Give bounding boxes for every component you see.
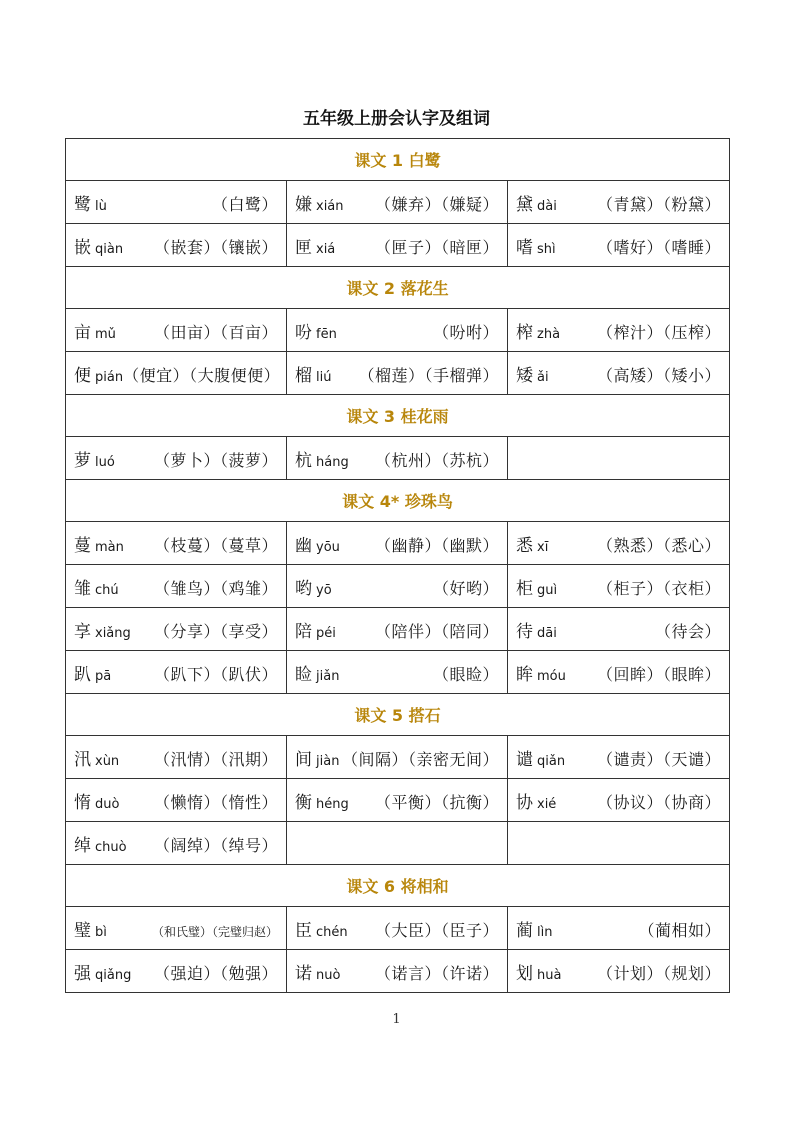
pinyin: huà bbox=[537, 967, 562, 983]
word-examples: （阔绰）（绰号） bbox=[153, 835, 278, 855]
pinyin: ǎi bbox=[537, 369, 549, 385]
word-entry bbox=[74, 916, 278, 941]
table-row bbox=[66, 437, 730, 480]
word-entry bbox=[295, 446, 499, 471]
word-entry-cell bbox=[508, 736, 730, 779]
lesson-header-row bbox=[66, 865, 730, 907]
word-entry bbox=[516, 617, 721, 642]
word-entry-cell bbox=[66, 437, 287, 480]
pinyin: shì bbox=[537, 241, 556, 257]
word-entry-cell bbox=[508, 565, 730, 608]
word-entry bbox=[295, 959, 499, 984]
table-row bbox=[66, 950, 730, 993]
word-entry-cell bbox=[66, 651, 287, 694]
table-row bbox=[66, 181, 730, 224]
word-entry bbox=[295, 745, 499, 770]
table-row bbox=[66, 565, 730, 608]
word-entry bbox=[295, 788, 499, 813]
word-examples: （榴莲）（手榴弹） bbox=[358, 365, 499, 385]
word-examples: （青黛）（粉黛） bbox=[597, 194, 722, 214]
pinyin: yōu bbox=[316, 539, 340, 555]
pinyin: lìn bbox=[537, 924, 553, 940]
word-entry-cell bbox=[287, 907, 508, 950]
character: 亩 bbox=[74, 322, 91, 343]
word-examples: （谴责）（天谴） bbox=[597, 749, 722, 769]
pinyin: qiǎng bbox=[95, 967, 132, 983]
pinyin: chuò bbox=[95, 839, 127, 855]
word-entry bbox=[74, 446, 278, 471]
character-group bbox=[74, 916, 107, 941]
table-row bbox=[66, 352, 730, 395]
character: 衡 bbox=[295, 792, 312, 813]
lesson-header-row bbox=[66, 395, 730, 437]
pinyin: chú bbox=[95, 582, 119, 598]
character-group bbox=[516, 617, 557, 642]
table-row bbox=[66, 651, 730, 694]
table-row bbox=[66, 907, 730, 950]
word-entry-cell bbox=[66, 907, 287, 950]
word-examples: （蔺相如） bbox=[638, 920, 722, 940]
word-examples: （枝蔓）（蔓草） bbox=[153, 535, 278, 555]
empty-cell bbox=[508, 437, 730, 480]
pinyin: màn bbox=[95, 539, 124, 555]
lesson-heading: 课文 3 桂花雨 bbox=[66, 395, 730, 437]
word-examples: （协议）（协商） bbox=[597, 792, 722, 812]
character-group bbox=[74, 617, 131, 642]
word-entry-cell bbox=[287, 736, 508, 779]
word-entry-cell bbox=[287, 309, 508, 352]
page-title: 五年级上册会认字及组词 bbox=[303, 109, 490, 129]
pinyin: duò bbox=[95, 796, 120, 812]
word-examples: （眼睑） bbox=[432, 664, 499, 684]
character-group bbox=[74, 446, 115, 471]
pinyin: fēn bbox=[316, 326, 337, 342]
character: 矮 bbox=[516, 365, 533, 386]
empty-cell bbox=[287, 822, 508, 865]
table-row bbox=[66, 608, 730, 651]
character: 嗜 bbox=[516, 237, 533, 258]
pinyin: qiàn bbox=[95, 241, 124, 257]
character-group bbox=[295, 190, 344, 215]
pinyin: zhà bbox=[537, 326, 561, 342]
character-group bbox=[74, 831, 127, 856]
character: 榴 bbox=[295, 365, 312, 386]
word-entry-cell bbox=[287, 437, 508, 480]
pinyin: pián bbox=[95, 369, 124, 385]
word-examples: （榨汁）（压榨） bbox=[597, 322, 722, 342]
pinyin: pā bbox=[95, 668, 112, 684]
character-group bbox=[516, 190, 557, 215]
character-group bbox=[516, 745, 565, 770]
lesson-heading: 课文 6 将相和 bbox=[66, 865, 730, 907]
pinyin: yō bbox=[316, 582, 332, 598]
word-entry-cell bbox=[508, 224, 730, 267]
character: 璧 bbox=[74, 920, 91, 941]
word-examples: （和氏璧）（完璧归赵） bbox=[151, 924, 278, 939]
character: 眸 bbox=[516, 664, 533, 685]
word-entry-cell bbox=[508, 352, 730, 395]
word-examples: （白鹭） bbox=[211, 194, 278, 214]
character-group bbox=[516, 916, 552, 941]
character: 诺 bbox=[295, 963, 312, 984]
character: 臣 bbox=[295, 920, 312, 941]
character-group bbox=[516, 531, 548, 556]
character: 便 bbox=[74, 365, 91, 386]
pinyin: xiǎng bbox=[95, 625, 131, 641]
word-entry bbox=[516, 531, 721, 556]
character: 汛 bbox=[74, 749, 91, 770]
word-entry-cell bbox=[66, 736, 287, 779]
word-entry bbox=[516, 916, 721, 941]
character: 鹭 bbox=[74, 194, 91, 215]
word-entry-cell bbox=[66, 565, 287, 608]
pinyin: dài bbox=[537, 198, 557, 214]
pinyin: héng bbox=[316, 796, 349, 812]
table-row bbox=[66, 822, 730, 865]
word-examples: （柜子）（衣柜） bbox=[597, 578, 722, 598]
character-group bbox=[74, 531, 124, 556]
character-group bbox=[74, 361, 123, 386]
word-entry bbox=[516, 959, 721, 984]
word-entry-cell bbox=[287, 608, 508, 651]
word-entry-cell bbox=[287, 651, 508, 694]
character: 匣 bbox=[295, 237, 312, 258]
word-entry bbox=[74, 959, 278, 984]
character: 绰 bbox=[74, 835, 91, 856]
character: 杭 bbox=[295, 450, 312, 471]
word-examples: （嵌套）（镶嵌） bbox=[153, 237, 278, 257]
word-entry bbox=[74, 531, 278, 556]
word-entry bbox=[295, 617, 499, 642]
word-examples: （匣子）（暗匣） bbox=[374, 237, 499, 257]
word-entry-cell bbox=[287, 522, 508, 565]
character-group bbox=[74, 788, 119, 813]
word-entry-cell bbox=[508, 907, 730, 950]
pinyin: xiá bbox=[316, 241, 336, 257]
character: 蔺 bbox=[516, 920, 533, 941]
word-entry-cell bbox=[287, 181, 508, 224]
word-entry bbox=[295, 233, 499, 258]
word-entry bbox=[295, 660, 499, 685]
word-examples: （雏鸟）（鸡雏） bbox=[153, 578, 278, 598]
character: 雏 bbox=[74, 578, 91, 599]
pinyin: lù bbox=[95, 198, 107, 214]
word-entry bbox=[516, 574, 721, 599]
pinyin: xī bbox=[537, 539, 549, 555]
word-entry bbox=[74, 788, 278, 813]
character-group bbox=[295, 446, 349, 471]
character: 间 bbox=[295, 749, 312, 770]
pinyin: xián bbox=[316, 198, 344, 214]
pinyin: háng bbox=[316, 454, 349, 470]
character: 睑 bbox=[295, 664, 312, 685]
word-entry-cell bbox=[66, 822, 287, 865]
word-examples: （间隔）（亲密无间） bbox=[341, 749, 499, 769]
table-row bbox=[66, 309, 730, 352]
word-entry bbox=[516, 190, 721, 215]
character: 榨 bbox=[516, 322, 533, 343]
word-examples: （分享）（享受） bbox=[153, 621, 278, 641]
word-entry-cell bbox=[66, 224, 287, 267]
pinyin: luó bbox=[95, 454, 115, 470]
word-entry-cell bbox=[287, 352, 508, 395]
character: 萝 bbox=[74, 450, 91, 471]
word-examples: （好哟） bbox=[432, 578, 499, 598]
lesson-header-row bbox=[66, 694, 730, 736]
character-group bbox=[74, 233, 123, 258]
word-entry-cell bbox=[66, 779, 287, 822]
character: 待 bbox=[516, 621, 533, 642]
word-entry bbox=[74, 745, 278, 770]
word-examples: （高矮）（矮小） bbox=[597, 365, 722, 385]
lesson-header-row bbox=[66, 139, 730, 181]
character: 蔓 bbox=[74, 535, 91, 556]
word-examples: （计划）（规划） bbox=[597, 963, 722, 983]
character-group bbox=[74, 660, 111, 685]
word-entry-cell bbox=[66, 352, 287, 395]
character-group bbox=[295, 916, 348, 941]
word-examples: （萝卜）（菠萝） bbox=[153, 450, 278, 470]
character-group bbox=[295, 660, 339, 685]
word-entry-cell bbox=[508, 181, 730, 224]
word-entry bbox=[295, 361, 499, 386]
word-examples: （吩咐） bbox=[432, 322, 499, 342]
character: 划 bbox=[516, 963, 533, 984]
word-examples: （嫌弃）（嫌疑） bbox=[374, 194, 499, 214]
word-examples: （陪伴）（陪同） bbox=[374, 621, 499, 641]
word-entry bbox=[74, 617, 278, 642]
word-entry bbox=[74, 831, 278, 856]
character-group bbox=[516, 574, 557, 599]
character: 享 bbox=[74, 621, 91, 642]
character-group bbox=[516, 660, 566, 685]
word-entry-cell bbox=[66, 608, 287, 651]
pinyin: jiǎn bbox=[316, 668, 340, 684]
word-entry-cell bbox=[287, 565, 508, 608]
pinyin: mǔ bbox=[95, 326, 116, 342]
word-entry-cell bbox=[508, 779, 730, 822]
pinyin: xùn bbox=[95, 753, 120, 769]
character-group bbox=[74, 190, 107, 215]
page-number: 1 bbox=[392, 1012, 401, 1027]
character-group bbox=[74, 959, 131, 984]
word-entry bbox=[516, 660, 721, 685]
character: 幽 bbox=[295, 535, 312, 556]
character: 悉 bbox=[516, 535, 533, 556]
lesson-heading: 课文 2 落花生 bbox=[66, 267, 730, 309]
character: 强 bbox=[74, 963, 91, 984]
character-group bbox=[74, 745, 119, 770]
word-entry bbox=[516, 788, 721, 813]
word-table-body bbox=[66, 139, 730, 993]
word-entry bbox=[516, 233, 721, 258]
word-entry bbox=[516, 745, 721, 770]
word-entry-cell bbox=[66, 309, 287, 352]
word-examples: （嗜好）（嗜睡） bbox=[597, 237, 722, 257]
word-examples: （大臣）（臣子） bbox=[374, 920, 499, 940]
empty-cell bbox=[508, 822, 730, 865]
character-group bbox=[74, 318, 116, 343]
character: 黛 bbox=[516, 194, 533, 215]
word-entry bbox=[295, 574, 499, 599]
word-examples: （便宜）（大腹便便） bbox=[123, 365, 281, 385]
character-group bbox=[295, 745, 339, 770]
word-table bbox=[65, 138, 730, 993]
character-group bbox=[295, 617, 336, 642]
character-group bbox=[295, 361, 331, 386]
character-group bbox=[295, 233, 335, 258]
word-entry bbox=[516, 361, 721, 386]
word-entry bbox=[74, 233, 278, 258]
pinyin: nuò bbox=[316, 967, 341, 983]
character: 谴 bbox=[516, 749, 533, 770]
character: 嫌 bbox=[295, 194, 312, 215]
word-examples: （杭州）（苏杭） bbox=[374, 450, 499, 470]
character-group bbox=[295, 574, 332, 599]
character: 协 bbox=[516, 792, 533, 813]
table-row bbox=[66, 224, 730, 267]
word-entry bbox=[74, 361, 281, 386]
word-entry bbox=[295, 531, 499, 556]
word-entry-cell bbox=[508, 309, 730, 352]
character-group bbox=[516, 788, 556, 813]
word-entry bbox=[74, 660, 278, 685]
lesson-heading: 课文 5 搭石 bbox=[66, 694, 730, 736]
word-examples: （平衡）（抗衡） bbox=[374, 792, 499, 812]
word-entry bbox=[74, 318, 278, 343]
word-entry-cell bbox=[287, 950, 508, 993]
word-examples: （诺言）（许诺） bbox=[374, 963, 499, 983]
character-group bbox=[516, 233, 556, 258]
word-entry bbox=[74, 574, 278, 599]
word-entry-cell bbox=[508, 522, 730, 565]
table-row bbox=[66, 779, 730, 822]
word-entry-cell bbox=[508, 608, 730, 651]
pinyin: bì bbox=[95, 924, 107, 940]
word-entry-cell bbox=[287, 779, 508, 822]
word-entry bbox=[295, 190, 499, 215]
pinyin: qiǎn bbox=[537, 753, 566, 769]
word-examples: （待会） bbox=[655, 621, 722, 641]
word-examples: （懒惰）（惰性） bbox=[153, 792, 278, 812]
character-group bbox=[295, 959, 340, 984]
character-group bbox=[295, 318, 337, 343]
word-entry bbox=[516, 318, 721, 343]
pinyin: péi bbox=[316, 625, 336, 641]
word-entry-cell bbox=[508, 950, 730, 993]
word-examples: （回眸）（眼眸） bbox=[597, 664, 722, 684]
word-entry bbox=[295, 916, 499, 941]
word-entry-cell bbox=[287, 224, 508, 267]
lesson-heading: 课文 1 白鹭 bbox=[66, 139, 730, 181]
word-entry-cell bbox=[66, 522, 287, 565]
pinyin: dāi bbox=[537, 625, 557, 641]
lesson-header-row bbox=[66, 267, 730, 309]
lesson-header-row bbox=[66, 480, 730, 522]
lesson-heading: 课文 4* 珍珠鸟 bbox=[66, 480, 730, 522]
word-entry-cell bbox=[66, 950, 287, 993]
word-entry-cell bbox=[508, 651, 730, 694]
character-group bbox=[516, 959, 561, 984]
character: 吩 bbox=[295, 322, 312, 343]
character: 惰 bbox=[74, 792, 91, 813]
character: 哟 bbox=[295, 578, 312, 599]
character: 柜 bbox=[516, 578, 533, 599]
pinyin: chén bbox=[316, 924, 348, 940]
character: 嵌 bbox=[74, 237, 91, 258]
word-examples: （熟悉）（悉心） bbox=[597, 535, 722, 555]
word-entry bbox=[74, 190, 278, 215]
pinyin: liú bbox=[316, 369, 332, 385]
pinyin: móu bbox=[537, 668, 566, 684]
word-entry bbox=[295, 318, 499, 343]
pinyin: guì bbox=[537, 582, 558, 598]
word-examples: （汛情）（汛期） bbox=[153, 749, 278, 769]
table-row bbox=[66, 736, 730, 779]
pinyin: xié bbox=[537, 796, 557, 812]
word-examples: （幽静）（幽默） bbox=[374, 535, 499, 555]
table-row bbox=[66, 522, 730, 565]
pinyin: jiàn bbox=[316, 753, 340, 769]
word-examples: （强迫）（勉强） bbox=[153, 963, 278, 983]
character-group bbox=[516, 318, 560, 343]
character-group bbox=[516, 361, 549, 386]
word-examples: （趴下）（趴伏） bbox=[153, 664, 278, 684]
word-entry-cell bbox=[66, 181, 287, 224]
character-group bbox=[295, 531, 340, 556]
character: 趴 bbox=[74, 664, 91, 685]
character-group bbox=[74, 574, 119, 599]
word-examples: （田亩）（百亩） bbox=[153, 322, 278, 342]
character: 陪 bbox=[295, 621, 312, 642]
character-group bbox=[295, 788, 349, 813]
